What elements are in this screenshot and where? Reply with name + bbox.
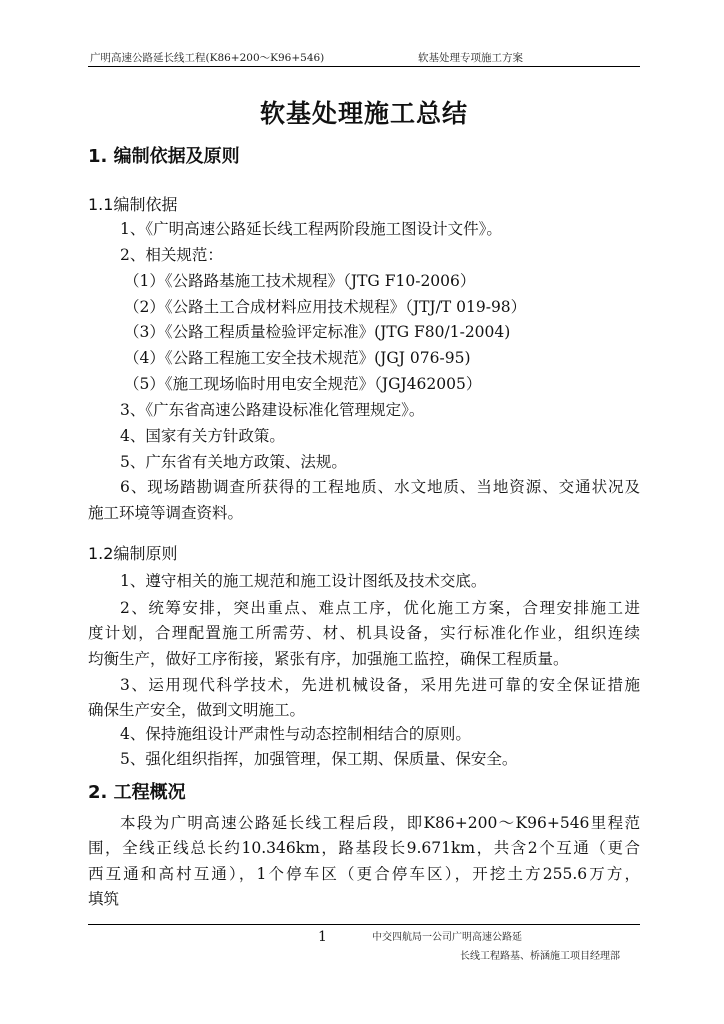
principle-5: 5、强化组织指挥，加强管理，保工期、保质量、保安全。 <box>120 750 518 768</box>
page-number: 1 <box>318 929 327 945</box>
basis-spec-2: （2）《公路土工合成材料应用技术规程》（JTJ/T 019-98） <box>124 298 527 316</box>
basis-item-4: 4、国家有关方针政策。 <box>120 427 285 445</box>
basis-item-3: 3、《广东省高速公路建设标准化管理规定》。 <box>120 401 425 419</box>
basis-item-6-line-1: 6、现场踏勘调查所获得的工程地质、水文地质、当地资源、交通状况及 <box>120 478 640 496</box>
basis-spec-5: （5）《施工现场临时用电安全规范》（JGJ462005） <box>124 375 482 393</box>
basis-item-1: 1、《广明高速公路延长线工程两阶段施工图设计文件》。 <box>120 220 502 238</box>
section-2-heading: 2. 工程概况 <box>88 782 186 803</box>
subsection-1-1-heading: 1.1编制依据 <box>88 195 178 214</box>
basis-spec-3: （3）《公路工程质量检验评定标准》(JTG F80/1-2004) <box>124 323 511 341</box>
basis-item-6-line-2: 施工环境等调查资料。 <box>88 504 244 522</box>
header-document-name: 软基处理专项施工方案 <box>418 52 523 64</box>
page-header <box>88 50 640 66</box>
overview-line-3: 西互通和高村互通），1个停车区（更合停车区），开挖土方255.6万方， <box>88 865 640 883</box>
header-divider <box>88 66 640 67</box>
subsection-1-2-heading: 1.2编制原则 <box>88 544 178 563</box>
header-project-name: 广明高速公路延长线工程(K86+200～K96+546) <box>90 52 325 64</box>
overview-line-2: 围，全线正线总长约10.346km，路基段长9.671km，共含2个互通（更合 <box>88 839 640 857</box>
footer-divider <box>88 924 640 925</box>
principle-2-line-1: 2、统筹安排，突出重点、难点工序，优化施工方案，合理安排施工进 <box>120 599 640 617</box>
overview-line-1: 本段为广明高速公路延长线工程后段，即K86+200～K96+546里程范 <box>120 814 640 832</box>
basis-item-2: 2、相关规范： <box>120 246 223 264</box>
principle-4: 4、保持施组设计严肃性与动态控制相结合的原则。 <box>120 725 471 743</box>
principle-2-line-3: 均衡生产，做好工序衔接，紧张有序，加强施工监控，确保工程质量。 <box>88 650 569 668</box>
principle-3-line-2: 确保生产安全，做到文明施工。 <box>88 701 306 719</box>
principle-1: 1、遵守相关的施工规范和施工设计图纸及技术交底。 <box>120 572 487 590</box>
footer-organization-line-2: 长线工程路基、桥涵施工项目经理部 <box>460 951 620 962</box>
principle-2-line-2: 度计划，合理配置施工所需劳、材、机具设备，实行标准化作业，组织连续 <box>88 624 640 642</box>
footer-organization-line-1: 中交四航局一公司广明高速公路延 <box>372 932 522 943</box>
basis-spec-1: （1）《公路路基施工技术规程》（JTG F10-2006） <box>124 272 476 290</box>
overview-line-4: 填筑 <box>88 890 120 908</box>
basis-item-5: 5、广东省有关地方政策、法规。 <box>120 453 347 471</box>
basis-spec-4: （4）《公路工程施工安全技术规范》(JGJ 076-95) <box>124 349 471 367</box>
principle-3-line-1: 3、运用现代科学技术，先进机械设备，采用先进可靠的安全保证措施 <box>120 676 640 694</box>
document-title: 软基处理施工总结 <box>259 99 468 128</box>
section-1-heading: 1. 编制依据及原则 <box>88 146 240 167</box>
